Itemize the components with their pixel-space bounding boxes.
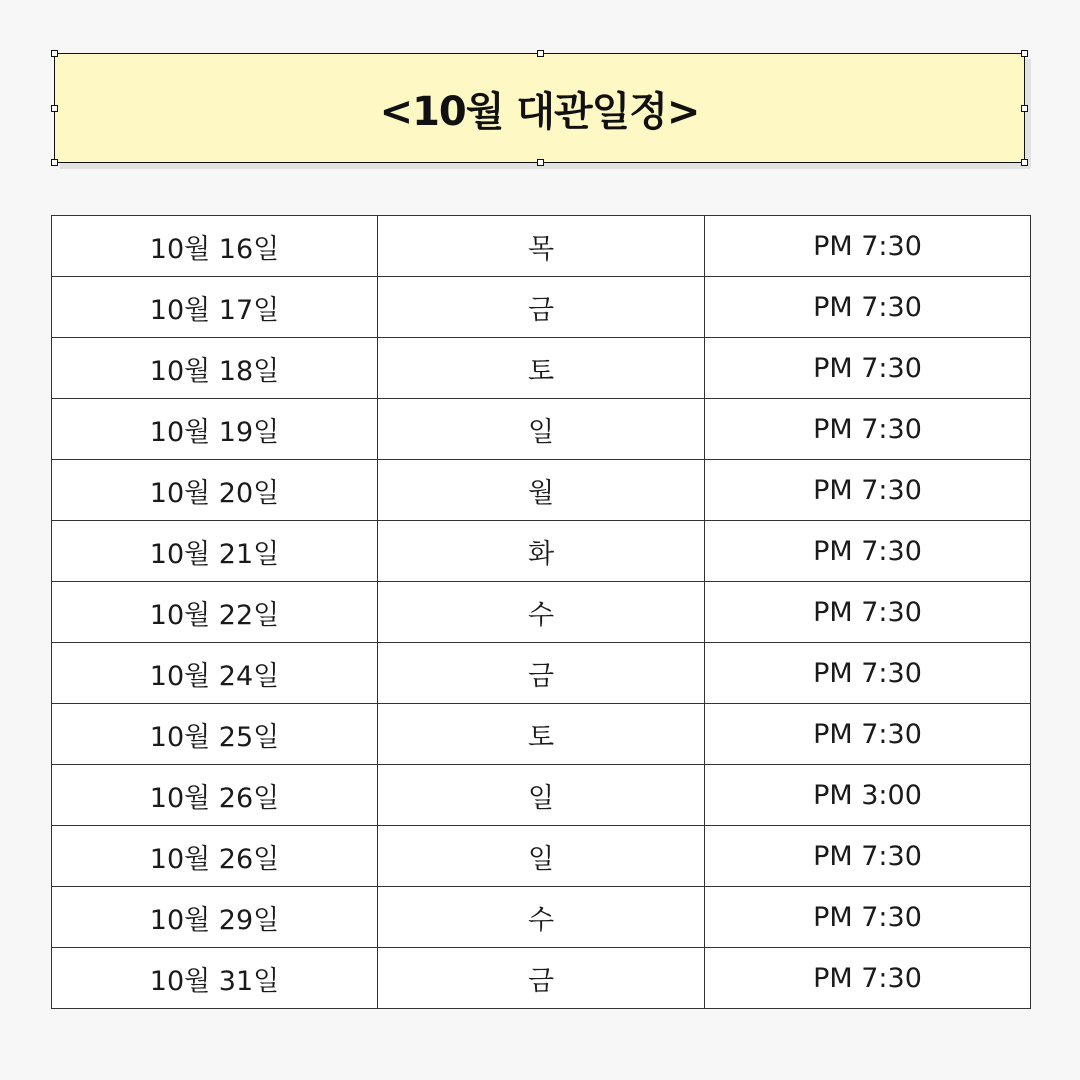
resize-handle-bottom-left[interactable] [51, 159, 58, 166]
table-row [52, 704, 1031, 765]
table-row [52, 216, 1031, 277]
day-cell: 일 [378, 765, 705, 826]
day-cell: 금 [378, 948, 705, 1009]
resize-handle-bottom-middle[interactable] [537, 159, 544, 166]
day-cell: 수 [378, 887, 705, 948]
time-cell: PM 7:30 [705, 643, 1031, 704]
day-cell: 화 [378, 521, 705, 582]
date-cell: 10월 19일 [52, 399, 378, 460]
date-cell: 10월 20일 [52, 460, 378, 521]
time-cell: PM 7:30 [705, 582, 1031, 643]
day-cell: 수 [378, 582, 705, 643]
table-row [52, 643, 1031, 704]
time-cell: PM 7:30 [705, 460, 1031, 521]
table-row [52, 826, 1031, 887]
time-cell: PM 7:30 [705, 521, 1031, 582]
resize-handle-middle-left[interactable] [51, 105, 58, 112]
date-cell: 10월 24일 [52, 643, 378, 704]
date-cell: 10월 29일 [52, 887, 378, 948]
time-cell: PM 7:30 [705, 704, 1031, 765]
date-cell: 10월 31일 [52, 948, 378, 1009]
day-cell: 토 [378, 338, 705, 399]
time-cell: PM 7:30 [705, 887, 1031, 948]
resize-handle-top-middle[interactable] [537, 50, 544, 57]
table-row [52, 887, 1031, 948]
schedule-table [51, 215, 1031, 1009]
date-cell: 10월 17일 [52, 277, 378, 338]
table-row [52, 399, 1031, 460]
date-cell: 10월 26일 [52, 826, 378, 887]
time-cell: PM 7:30 [705, 826, 1031, 887]
date-cell: 10월 21일 [52, 521, 378, 582]
time-cell: PM 7:30 [705, 216, 1031, 277]
time-cell: PM 7:30 [705, 399, 1031, 460]
resize-handle-top-right[interactable] [1021, 50, 1028, 57]
table-row [52, 521, 1031, 582]
day-cell: 일 [378, 826, 705, 887]
time-cell: PM 7:30 [705, 338, 1031, 399]
day-cell: 토 [378, 704, 705, 765]
day-cell: 금 [378, 643, 705, 704]
table-row [52, 277, 1031, 338]
day-cell: 월 [378, 460, 705, 521]
day-cell: 금 [378, 277, 705, 338]
table-row [52, 765, 1031, 826]
page-title: <10월 대관일정> [379, 88, 700, 135]
time-cell: PM 3:00 [705, 765, 1031, 826]
day-cell: 목 [378, 216, 705, 277]
date-cell: 10월 25일 [52, 704, 378, 765]
table-row [52, 948, 1031, 1009]
table-row [52, 338, 1031, 399]
table-row [52, 460, 1031, 521]
date-cell: 10월 18일 [52, 338, 378, 399]
date-cell: 10월 26일 [52, 765, 378, 826]
day-cell: 일 [378, 399, 705, 460]
resize-handle-middle-right[interactable] [1021, 105, 1028, 112]
title-textbox[interactable] [54, 53, 1025, 163]
date-cell: 10월 22일 [52, 582, 378, 643]
resize-handle-top-left[interactable] [51, 50, 58, 57]
time-cell: PM 7:30 [705, 948, 1031, 1009]
table-row [52, 582, 1031, 643]
resize-handle-bottom-right[interactable] [1021, 159, 1028, 166]
time-cell: PM 7:30 [705, 277, 1031, 338]
date-cell: 10월 16일 [52, 216, 378, 277]
